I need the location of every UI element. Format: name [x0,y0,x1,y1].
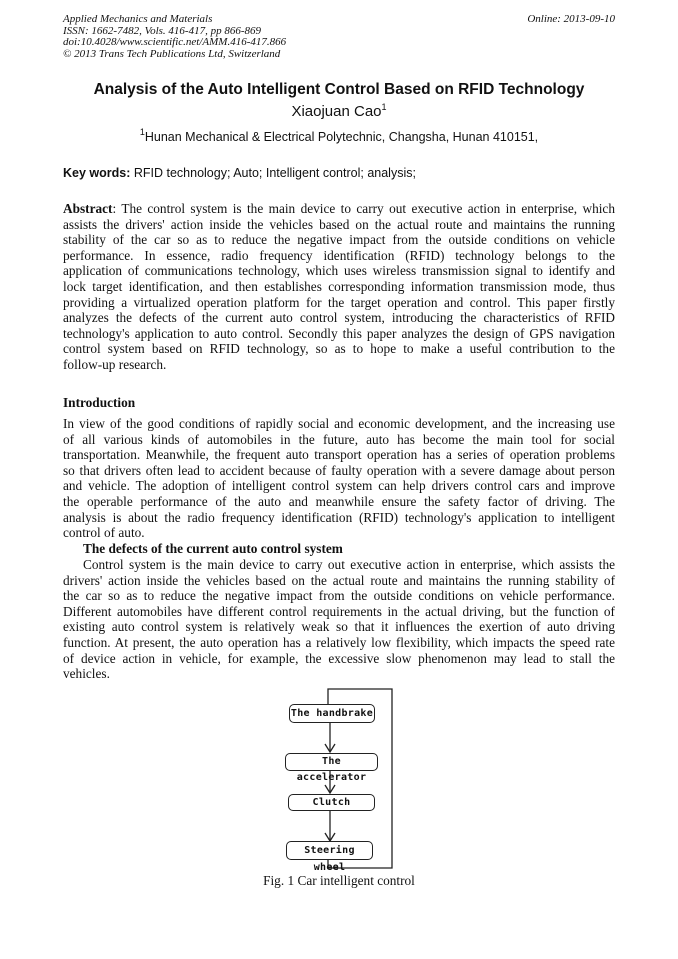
text-line: and vehicle. The adoption of intelligent control system can help drivers control cars and improve [63,478,615,494]
paper-title: Analysis of the Auto Intelligent Control Based on RFID Technology [93,81,585,98]
box-handbrake: The handbrake [289,704,375,723]
doi: doi:10.4028/www.scientific.net/AMM.416-417.866 [63,36,287,48]
affiliation-sup: 1 [139,127,145,137]
text-line: analysis is about the radio frequency identification (RFID) technology's application to intelligent [63,509,615,525]
text-line: performance. In essence, radio frequency identification (RFID) technology belongs to the [63,247,615,263]
box-steering-wheel: Steering wheel [286,841,373,860]
text-line: application of communications technology, which uses wireless transmission signal to identify and [63,263,615,279]
keywords-text: RFID technology; Auto; Intelligent control; analysis; [130,166,416,180]
text-line: so that drivers often lead to accident because of faulty operation with a severe damage about person [63,462,615,478]
copyright: © 2013 Trans Tech Publications Ltd, Switzerland [63,47,281,60]
subsection-heading: The defects of the current auto control system [83,541,343,556]
text-line: Different automobiles have different control requirements in the actual driving, but the function of [63,603,615,619]
text-line: existing auto control system is relatively weak so that it influences the exertion of auto driving [63,619,615,635]
author-name: Xiaojuan Cao [291,103,382,120]
text-line: Control system is the main device to carry out executive action in enterprise, which assists the [83,557,615,572]
text-line: function. At present, the auto operation has a relatively low flexibility, which impacts the speed rate [63,634,615,650]
box-accelerator: The accelerator [285,753,378,771]
text-line: drivers' action inside the vehicles based on the actual route and maintains the running stability of [63,572,615,588]
text-line: control system based on RFID technology, so as to hope to make a useful contribution to the [63,341,615,357]
text-line: the operable performance of the auto and meanwhile ensure the safety factor of driving. The [63,493,615,509]
author-sup: 1 [381,102,387,112]
keywords-label: Key words: [63,166,131,180]
text-line: the car so as to reduce the negative impact from the outside conditions on vehicle performance. [63,588,615,604]
text-line: technology's application to auto control. Secondly this paper analyzes the design of GPS navigation [63,325,615,341]
text-line: In view of the good conditions of rapidly social and economic development, and the increasing use [63,416,615,431]
text-line: of device action in vehicle, for example, the excessive slow phenomenon may lead to stall the [63,650,615,666]
text-span: : The control system is the main device to carry out executive action in enterprise, which [112,201,615,216]
box-clutch: Clutch [288,794,375,811]
text-line: lock target identification, and then establishes corresponding information transmission mode, thus [63,278,615,294]
text-line: vehicles. [63,666,110,682]
text-line: providing a virtualized operation platform for the target operation and control. This paper firstly [63,294,615,310]
affiliation-text: Hunan Mechanical & Electrical Polytechnic, Changsha, Hunan 410151, [144,130,539,144]
text-line: control of auto. [63,525,145,541]
text-line: stability of the car so as to reduce the negative impact from the outside conditions on vehicle [63,232,615,248]
figure-caption: Fig. 1 Car intelligent control [263,873,415,888]
abstract-label: Abstract [63,201,113,216]
journal-name: Applied Mechanics and Materials [63,13,213,25]
online-date: Online: 2013-09-10 [527,13,615,25]
text-line: of all various kinds of automobiles in the future, auto has become the main tool for social [63,431,615,447]
issn: ISSN: 1662-7482, Vols. 416-417, pp 866-869 [63,24,261,37]
text-line: follow-up research. [63,356,167,372]
text-line: assists the drivers' action inside the vehicles based on the actual route and maintains the running [63,216,615,232]
section-heading: Introduction [63,395,136,410]
text-line: analyzes the defects of the current auto control system, introducing the characteristics of RFID [63,310,615,326]
text-line: transportation. Meanwhile, the frequent auto transport operation has a series of operation problems [63,447,615,463]
